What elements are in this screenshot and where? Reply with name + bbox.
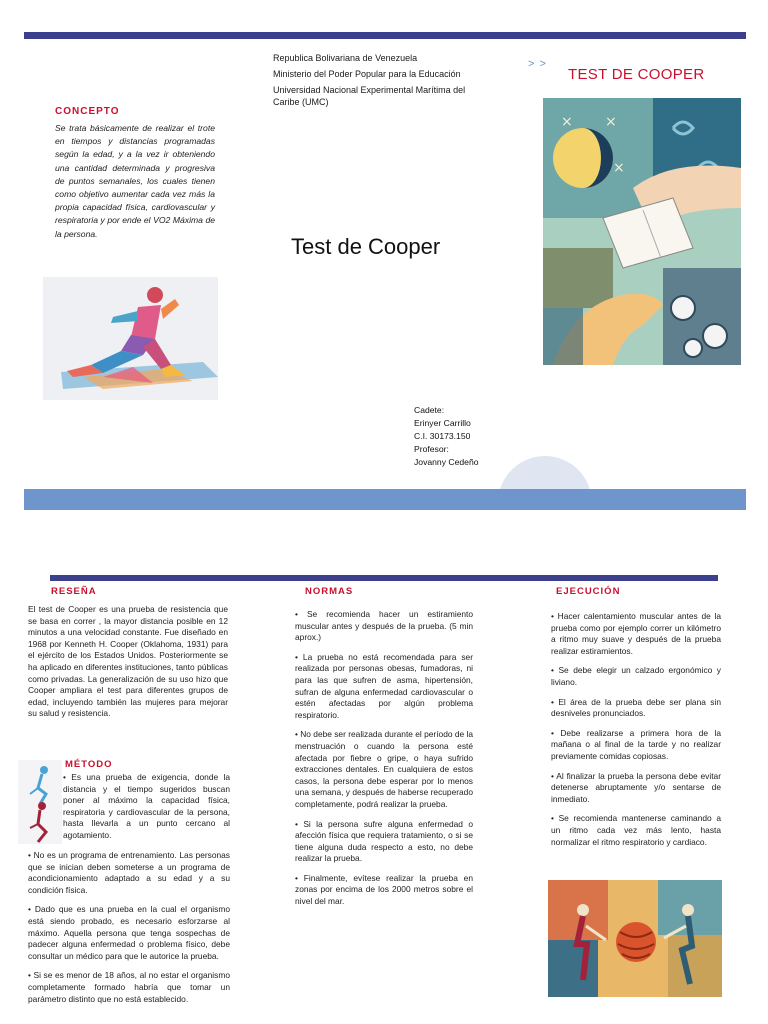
concepto-heading: CONCEPTO	[55, 106, 120, 117]
list-item: • La prueba no está recomendada para ser realizada por personas obesas, fumadoras, ni para las que sufren de asma, hipertensión, sufran de alguna enfermedad cardiovascular o estén afectadas por algún problema respiratorio.	[295, 651, 473, 720]
collage-illustration	[543, 98, 741, 365]
list-item: • No es un programa de entrenamiento. Las personas que se inician deben someterse a un programa de acondicionamiento adaptado a su edad y a su condición física.	[28, 850, 230, 895]
header-line: Republica Bolivariana de Venezuela	[273, 53, 418, 63]
credit-line: C.I. 30173.150	[414, 431, 471, 441]
bottom-artwork	[548, 880, 722, 997]
credit-line: Profesor:	[414, 444, 449, 454]
list-item: • Se recomienda mantenerse caminando a un ritmo cada vez más lento, hasta normalizar el ritmo respiratorio y cardiaco.	[551, 813, 721, 847]
top-rule	[24, 32, 746, 39]
cover-title: TEST DE COOPER	[568, 66, 705, 83]
normas-heading: NORMAS	[305, 586, 354, 597]
list-item: • Es una prueba de exigencia, donde la distancia y el tiempo sugeridos buscan poner al máximo la capacidad física, respiratoria y cardiovascular de la persona, hasta llevarla a un punto cercano al agotamiento.	[63, 772, 230, 840]
institution-header	[273, 52, 483, 112]
runner-figure-illustration	[18, 760, 62, 844]
middle-band	[24, 489, 746, 510]
credit-line: Cadete:	[414, 405, 445, 415]
runner-figure-image	[18, 760, 62, 844]
credits-block	[414, 404, 479, 469]
ejecucion-heading: EJECUCIÓN	[556, 586, 621, 597]
list-item: • Hacer calentamiento muscular antes de la prueba como por ejemplo correr un kilómetro a ritmo muy suave y después de la prueba realizar estiramientos.	[551, 611, 721, 656]
list-item: • Se debe elegir un calzado ergonómico y liviano.	[551, 665, 721, 687]
svg-text:×: ×	[561, 114, 573, 130]
band-mask	[0, 510, 768, 570]
svg-text:×: ×	[613, 160, 625, 176]
list-item: • Si la persona sufre alguna enfermedad o afección física que requiera tratamiento, o si se tiene alguna duda respecto a esto, no debe realizar la prueba.	[295, 818, 473, 864]
cover-artwork	[543, 98, 741, 365]
normas-list	[295, 609, 473, 916]
list-item: • Si se es menor de 18 años, al no estar el organismo completamente formado habría que tomar un parámetro distinto que no está establecido.	[28, 970, 230, 1004]
concepto-text: Se trata básicamente de realizar el trote en tiempos y distancias programadas según la edad, y a la vez ir obteniendo una cantidad determinada y progresiva de puntos semanales, los cuales tienen como objetivo aumentar cada vez más la propia capacidad física, cardiovascular y respiratoria y por ende el VO2 Máxima de la persona.	[55, 123, 215, 239]
arrows-icon: > >	[528, 58, 547, 70]
dancers-illustration	[548, 880, 722, 997]
header-line: Universidad Nacional Experimental Marítima del Caribe (UMC)	[273, 85, 466, 107]
section-rule	[50, 575, 718, 581]
list-item: • Dado que es una prueba en la cual el organismo está siendo probado, es necesario esforzarse al máximo. Aquella persona que tenga sospechas de padecer alguna enfermedad o problema físico, debe consultar un médico para que le autorice la prueba.	[28, 904, 230, 961]
ejecucion-list	[551, 611, 721, 856]
list-item: • Al finalizar la prueba la persona debe evitar detenerse abruptamente y/o sentarse de inmediato.	[551, 770, 721, 804]
list-item: • Se recomienda hacer un estiramiento muscular antes y después de la prueba. (5 min aprox.)	[295, 609, 473, 643]
runner-image	[43, 277, 218, 400]
runner-illustration	[43, 277, 218, 400]
metodo-list	[63, 772, 230, 850]
resena-text: El test de Cooper es una prueba de resistencia que se basa en correr , la mayor distancia posible en 12 minutos a una velocidad constante. Fue diseñado en 1968 por Kenneth H. Cooper (Oklahoma, 1931) para el ejército de los Estados Unidos. Posteriormente se ha aplicado en diferentes instituciones, tanto públicas como privadas. La generalización de su uso hizo que Cooper ampliara el test para diferentes grupos de edad, incluyendo también las mujeres para mejorar su salud y resistencia.	[28, 604, 228, 719]
svg-text:×: ×	[605, 114, 617, 130]
main-title: Test de Cooper	[291, 234, 441, 259]
list-item: • Debe realizarse a primera hora de la mañana o al final de la tarde y no realizar previamente comidas copiosas.	[551, 727, 721, 761]
list-item: • No debe ser realizada durante el período de la menstruación o cuando la persona esté afectada por fiebre o gripe, o haya sufrido extracciones dentales. En cualquiera de estos casos, la persona debe esperar por lo menos una semana, y después de haberse recuperado completamente, podrá realizar la prueba.	[295, 729, 473, 809]
list-item: • El área de la prueba debe ser plana sin desniveles pronunciados.	[551, 696, 721, 719]
list-item: • Finalmente, evítese realizar la prueba en zonas por encima de los 2000 metros sobre el nivel del mar.	[295, 872, 473, 907]
metodo-heading: MÉTODO	[65, 759, 113, 770]
credit-line: Erinyer Carrillo	[414, 418, 471, 428]
resena-heading: RESEÑA	[51, 586, 97, 597]
header-line: Ministerio del Poder Popular para la Educación	[273, 69, 461, 79]
credit-line: Jovanny Cedeño	[414, 457, 479, 467]
metodo-list-continued	[28, 850, 230, 1013]
